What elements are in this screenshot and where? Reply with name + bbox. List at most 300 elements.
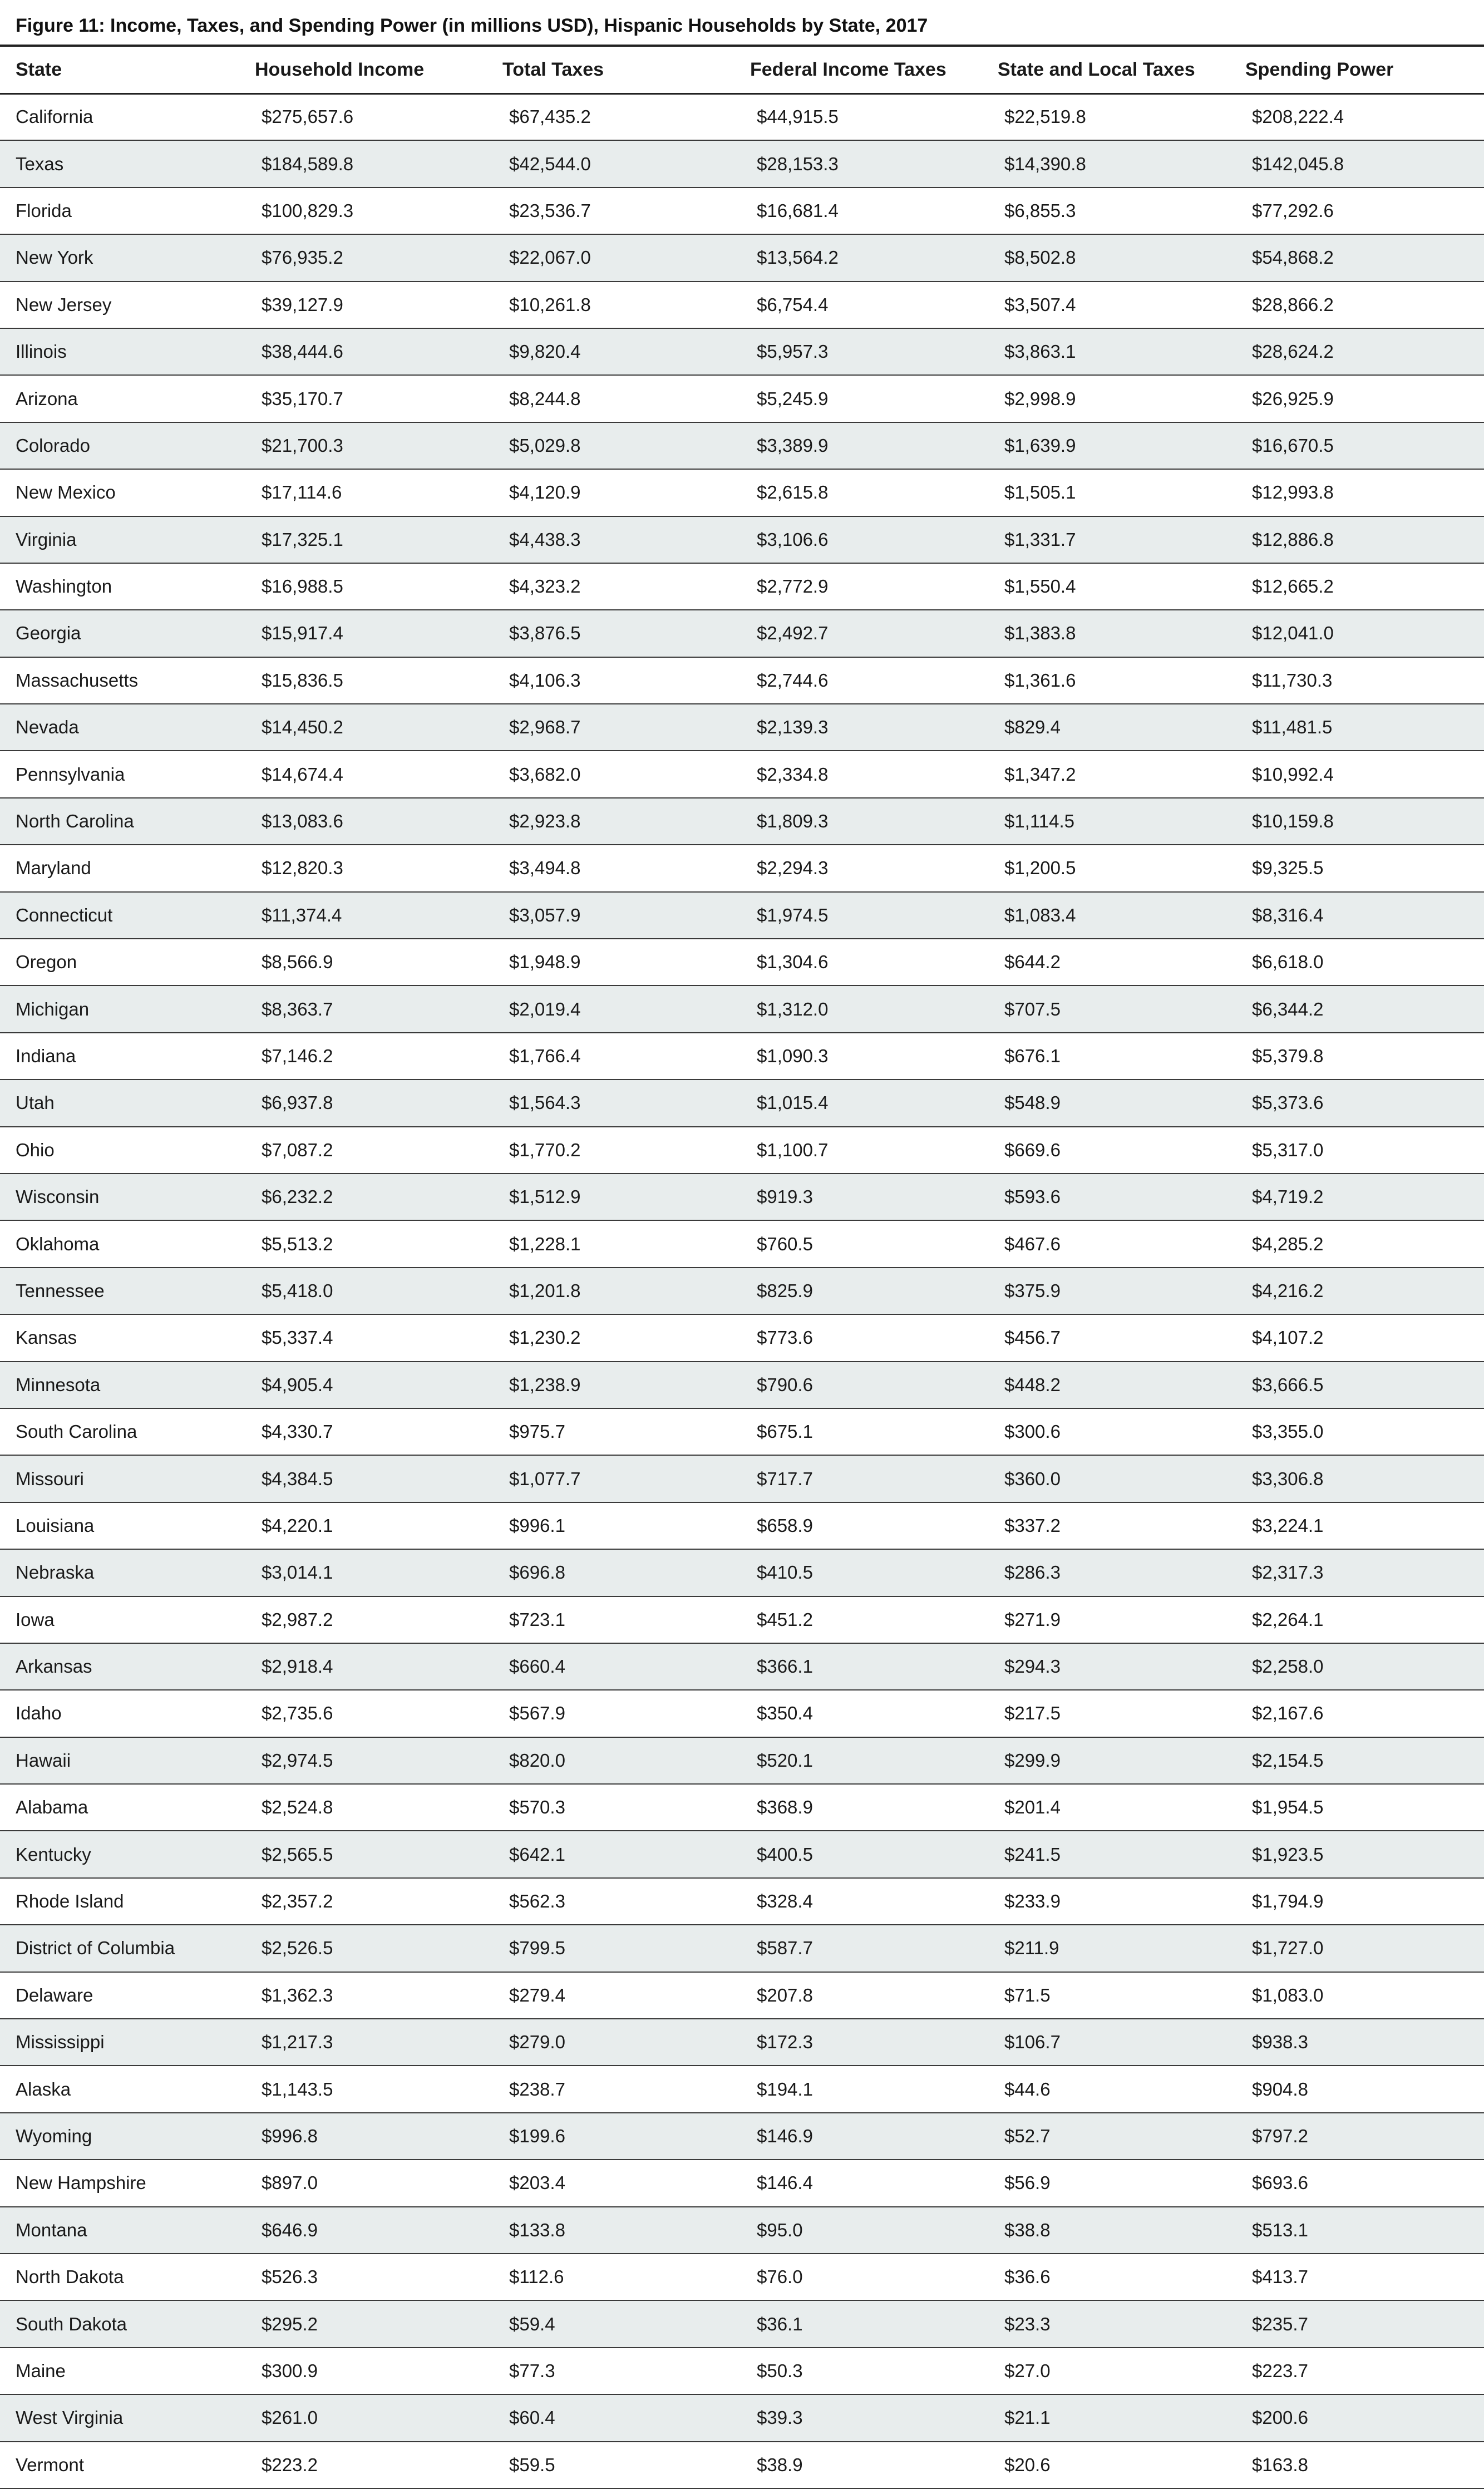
cell-state: Washington: [0, 563, 239, 610]
cell-state-local-taxes: $548.9: [982, 1080, 1230, 1126]
cell-total-taxes: $42,544.0: [487, 140, 734, 187]
table-row: [0, 1972, 1484, 2019]
cell-state-local-taxes: $241.5: [982, 1831, 1230, 1877]
cell-household-income: $4,330.7: [239, 1408, 487, 1455]
cell-spending-power: $2,167.6: [1230, 1690, 1484, 1737]
cell-household-income: $12,820.3: [239, 845, 487, 891]
cell-total-taxes: $10,261.8: [487, 282, 734, 328]
cell-total-taxes: $3,057.9: [487, 892, 734, 939]
cell-state: Indiana: [0, 1033, 239, 1080]
cell-total-taxes: $1,228.1: [487, 1220, 734, 1267]
cell-total-taxes: $2,923.8: [487, 798, 734, 845]
cell-spending-power: $513.1: [1230, 2207, 1484, 2254]
cell-household-income: $5,513.2: [239, 1220, 487, 1267]
cell-state-local-taxes: $286.3: [982, 1549, 1230, 1596]
table-row: [0, 1314, 1484, 1361]
cell-household-income: $15,917.4: [239, 610, 487, 657]
cell-household-income: $5,418.0: [239, 1268, 487, 1314]
cell-state: Texas: [0, 140, 239, 187]
cell-total-taxes: $67,435.2: [487, 93, 734, 140]
cell-state: Kentucky: [0, 1831, 239, 1877]
cell-federal-income-taxes: $146.9: [734, 2113, 982, 2160]
cell-household-income: $646.9: [239, 2207, 487, 2254]
cell-spending-power: $2,154.5: [1230, 1737, 1484, 1784]
cell-federal-income-taxes: $1,090.3: [734, 1033, 982, 1080]
cell-household-income: $2,526.5: [239, 1925, 487, 1972]
cell-household-income: $295.2: [239, 2300, 487, 2347]
table-row: [0, 234, 1484, 281]
cell-state-local-taxes: $21.1: [982, 2394, 1230, 2441]
cell-total-taxes: $4,323.2: [487, 563, 734, 610]
cell-household-income: $526.3: [239, 2254, 487, 2300]
cell-federal-income-taxes: $825.9: [734, 1268, 982, 1314]
cell-federal-income-taxes: $1,974.5: [734, 892, 982, 939]
cell-state-local-taxes: $56.9: [982, 2160, 1230, 2206]
cell-state-local-taxes: $456.7: [982, 1314, 1230, 1361]
table-row: [0, 1362, 1484, 1408]
cell-spending-power: $142,045.8: [1230, 140, 1484, 187]
cell-total-taxes: $799.5: [487, 1925, 734, 1972]
cell-state: Iowa: [0, 1596, 239, 1643]
table-row: [0, 516, 1484, 563]
cell-spending-power: $26,925.9: [1230, 375, 1484, 422]
cell-federal-income-taxes: $44,915.5: [734, 93, 982, 140]
cell-state-local-taxes: $3,507.4: [982, 282, 1230, 328]
table-row: [0, 93, 1484, 140]
cell-spending-power: $2,258.0: [1230, 1643, 1484, 1690]
cell-spending-power: $28,624.2: [1230, 328, 1484, 375]
cell-spending-power: $1,083.0: [1230, 1972, 1484, 2019]
cell-state-local-taxes: $1,083.4: [982, 892, 1230, 939]
table-row: [0, 751, 1484, 797]
cell-spending-power: $11,730.3: [1230, 657, 1484, 704]
cell-household-income: $2,974.5: [239, 1737, 487, 1784]
cell-federal-income-taxes: $773.6: [734, 1314, 982, 1361]
cell-state-local-taxes: $52.7: [982, 2113, 1230, 2160]
cell-state: Pennsylvania: [0, 751, 239, 797]
cell-spending-power: $3,224.1: [1230, 1502, 1484, 1549]
cell-state-local-taxes: $337.2: [982, 1502, 1230, 1549]
cell-federal-income-taxes: $172.3: [734, 2019, 982, 2066]
cell-state-local-taxes: $211.9: [982, 1925, 1230, 1972]
cell-state: Michigan: [0, 985, 239, 1032]
cell-household-income: $2,357.2: [239, 1878, 487, 1925]
table-row: [0, 2254, 1484, 2300]
cell-household-income: $15,836.5: [239, 657, 487, 704]
cell-spending-power: $904.8: [1230, 2066, 1484, 2112]
cell-spending-power: $235.7: [1230, 2300, 1484, 2347]
table-row: [0, 657, 1484, 704]
cell-spending-power: $12,665.2: [1230, 563, 1484, 610]
cell-federal-income-taxes: $520.1: [734, 1737, 982, 1784]
cell-state-local-taxes: $467.6: [982, 1220, 1230, 1267]
cell-state: New Mexico: [0, 469, 239, 516]
cell-total-taxes: $1,564.3: [487, 1080, 734, 1126]
cell-state-local-taxes: $1,331.7: [982, 516, 1230, 563]
cell-state: Oklahoma: [0, 1220, 239, 1267]
cell-state-local-taxes: $1,383.8: [982, 610, 1230, 657]
cell-federal-income-taxes: $451.2: [734, 1596, 982, 1643]
cell-spending-power: $1,794.9: [1230, 1878, 1484, 1925]
cell-spending-power: $693.6: [1230, 2160, 1484, 2206]
cell-state: New Hampshire: [0, 2160, 239, 2206]
cell-total-taxes: $567.9: [487, 1690, 734, 1737]
cell-spending-power: $4,107.2: [1230, 1314, 1484, 1361]
table-row: [0, 375, 1484, 422]
table-row: [0, 140, 1484, 187]
cell-federal-income-taxes: $50.3: [734, 2348, 982, 2394]
cell-state-local-taxes: $1,550.4: [982, 563, 1230, 610]
cell-spending-power: $9,325.5: [1230, 845, 1484, 891]
cell-state: Wisconsin: [0, 1174, 239, 1220]
cell-state: New York: [0, 234, 239, 281]
table-row: [0, 1127, 1484, 1174]
cell-state: Idaho: [0, 1690, 239, 1737]
cell-total-taxes: $60.4: [487, 2394, 734, 2441]
cell-total-taxes: $3,494.8: [487, 845, 734, 891]
column-header-spending-power: Spending Power: [1230, 46, 1484, 93]
cell-state-local-taxes: $36.6: [982, 2254, 1230, 2300]
cell-state-local-taxes: $217.5: [982, 1690, 1230, 1737]
cell-state-local-taxes: $644.2: [982, 939, 1230, 985]
cell-spending-power: $10,992.4: [1230, 751, 1484, 797]
cell-household-income: $35,170.7: [239, 375, 487, 422]
cell-state: Hawaii: [0, 1737, 239, 1784]
cell-state: Maryland: [0, 845, 239, 891]
cell-federal-income-taxes: $16,681.4: [734, 188, 982, 234]
cell-total-taxes: $1,238.9: [487, 1362, 734, 1408]
cell-spending-power: $4,719.2: [1230, 1174, 1484, 1220]
cell-household-income: $16,988.5: [239, 563, 487, 610]
table-header: [0, 46, 1484, 93]
cell-state-local-taxes: $448.2: [982, 1362, 1230, 1408]
cell-spending-power: $3,306.8: [1230, 1455, 1484, 1502]
cell-federal-income-taxes: $2,492.7: [734, 610, 982, 657]
table-row: [0, 1502, 1484, 1549]
table-row: [0, 1690, 1484, 1737]
cell-spending-power: $12,993.8: [1230, 469, 1484, 516]
column-header-household-income: Household Income: [239, 46, 487, 93]
cell-state-local-taxes: $71.5: [982, 1972, 1230, 2019]
table-row: [0, 704, 1484, 751]
cell-household-income: $2,524.8: [239, 1784, 487, 1831]
cell-household-income: $261.0: [239, 2394, 487, 2441]
table-row: [0, 1643, 1484, 1690]
cell-household-income: $39,127.9: [239, 282, 487, 328]
cell-household-income: $300.9: [239, 2348, 487, 2394]
cell-household-income: $6,937.8: [239, 1080, 487, 1126]
cell-total-taxes: $59.4: [487, 2300, 734, 2347]
cell-state: North Carolina: [0, 798, 239, 845]
cell-state: Florida: [0, 188, 239, 234]
table-row: [0, 2300, 1484, 2347]
cell-household-income: $2,918.4: [239, 1643, 487, 1690]
cell-state-local-taxes: $38.8: [982, 2207, 1230, 2254]
cell-federal-income-taxes: $2,772.9: [734, 563, 982, 610]
cell-federal-income-taxes: $658.9: [734, 1502, 982, 1549]
cell-state: Tennessee: [0, 1268, 239, 1314]
cell-state: Kansas: [0, 1314, 239, 1361]
cell-total-taxes: $5,029.8: [487, 422, 734, 469]
cell-federal-income-taxes: $328.4: [734, 1878, 982, 1925]
cell-state: Arkansas: [0, 1643, 239, 1690]
cell-state: West Virginia: [0, 2394, 239, 2441]
cell-federal-income-taxes: $2,334.8: [734, 751, 982, 797]
cell-state: Massachusetts: [0, 657, 239, 704]
cell-total-taxes: $696.8: [487, 1549, 734, 1596]
cell-state: Wyoming: [0, 2113, 239, 2160]
cell-spending-power: $10,159.8: [1230, 798, 1484, 845]
cell-federal-income-taxes: $587.7: [734, 1925, 982, 1972]
cell-total-taxes: $4,120.9: [487, 469, 734, 516]
cell-state-local-taxes: $360.0: [982, 1455, 1230, 1502]
cell-spending-power: $5,379.8: [1230, 1033, 1484, 1080]
cell-spending-power: $54,868.2: [1230, 234, 1484, 281]
cell-state: Maine: [0, 2348, 239, 2394]
cell-state-local-taxes: $23.3: [982, 2300, 1230, 2347]
cell-federal-income-taxes: $1,304.6: [734, 939, 982, 985]
cell-total-taxes: $820.0: [487, 1737, 734, 1784]
cell-spending-power: $1,923.5: [1230, 1831, 1484, 1877]
cell-household-income: $100,829.3: [239, 188, 487, 234]
cell-spending-power: $938.3: [1230, 2019, 1484, 2066]
cell-total-taxes: $203.4: [487, 2160, 734, 2206]
cell-federal-income-taxes: $1,015.4: [734, 1080, 982, 1126]
cell-federal-income-taxes: $760.5: [734, 1220, 982, 1267]
cell-state: Oregon: [0, 939, 239, 985]
cell-state-local-taxes: $375.9: [982, 1268, 1230, 1314]
cell-state: Arizona: [0, 375, 239, 422]
cell-state-local-taxes: $27.0: [982, 2348, 1230, 2394]
cell-total-taxes: $660.4: [487, 1643, 734, 1690]
cell-spending-power: $2,317.3: [1230, 1549, 1484, 1596]
cell-state-local-taxes: $669.6: [982, 1127, 1230, 1174]
cell-state: Missouri: [0, 1455, 239, 1502]
column-header-state-local-taxes: State and Local Taxes: [982, 46, 1230, 93]
cell-state-local-taxes: $1,200.5: [982, 845, 1230, 891]
table-row: [0, 2019, 1484, 2066]
cell-state-local-taxes: $300.6: [982, 1408, 1230, 1455]
cell-federal-income-taxes: $1,809.3: [734, 798, 982, 845]
cell-household-income: $76,935.2: [239, 234, 487, 281]
cell-spending-power: $77,292.6: [1230, 188, 1484, 234]
cell-state: California: [0, 93, 239, 140]
cell-spending-power: $16,670.5: [1230, 422, 1484, 469]
cell-total-taxes: $22,067.0: [487, 234, 734, 281]
table-row: [0, 1033, 1484, 1080]
table-row: [0, 1408, 1484, 1455]
cell-state-local-taxes: $8,502.8: [982, 234, 1230, 281]
cell-federal-income-taxes: $76.0: [734, 2254, 982, 2300]
cell-spending-power: $12,041.0: [1230, 610, 1484, 657]
header-row: [0, 46, 1484, 93]
cell-spending-power: $208,222.4: [1230, 93, 1484, 140]
cell-federal-income-taxes: $36.1: [734, 2300, 982, 2347]
cell-total-taxes: $279.4: [487, 1972, 734, 2019]
cell-state: Alaska: [0, 2066, 239, 2112]
table-row: [0, 610, 1484, 657]
cell-state-local-taxes: $201.4: [982, 1784, 1230, 1831]
table-row: [0, 985, 1484, 1032]
cell-household-income: $13,083.6: [239, 798, 487, 845]
cell-state: Virginia: [0, 516, 239, 563]
cell-federal-income-taxes: $2,615.8: [734, 469, 982, 516]
cell-state: Montana: [0, 2207, 239, 2254]
cell-total-taxes: $975.7: [487, 1408, 734, 1455]
table-row: [0, 328, 1484, 375]
cell-state: Vermont: [0, 2442, 239, 2488]
cell-state: Georgia: [0, 610, 239, 657]
cell-federal-income-taxes: $38.9: [734, 2442, 982, 2488]
cell-state: District of Columbia: [0, 1925, 239, 1972]
cell-state-local-taxes: $1,505.1: [982, 469, 1230, 516]
cell-federal-income-taxes: $368.9: [734, 1784, 982, 1831]
cell-household-income: $11,374.4: [239, 892, 487, 939]
cell-state-local-taxes: $707.5: [982, 985, 1230, 1032]
column-header-total-taxes: Total Taxes: [487, 46, 734, 93]
cell-household-income: $6,232.2: [239, 1174, 487, 1220]
cell-federal-income-taxes: $5,957.3: [734, 328, 982, 375]
cell-total-taxes: $2,968.7: [487, 704, 734, 751]
table-row: [0, 1174, 1484, 1220]
table-row: [0, 1455, 1484, 1502]
cell-total-taxes: $3,876.5: [487, 610, 734, 657]
cell-household-income: $2,735.6: [239, 1690, 487, 1737]
cell-federal-income-taxes: $5,245.9: [734, 375, 982, 422]
cell-spending-power: $200.6: [1230, 2394, 1484, 2441]
cell-state-local-taxes: $44.6: [982, 2066, 1230, 2112]
cell-federal-income-taxes: $3,106.6: [734, 516, 982, 563]
cell-federal-income-taxes: $28,153.3: [734, 140, 982, 187]
cell-household-income: $4,384.5: [239, 1455, 487, 1502]
cell-total-taxes: $1,201.8: [487, 1268, 734, 1314]
table-row: [0, 1220, 1484, 1267]
cell-household-income: $1,143.5: [239, 2066, 487, 2112]
cell-spending-power: $1,727.0: [1230, 1925, 1484, 1972]
cell-spending-power: $5,317.0: [1230, 1127, 1484, 1174]
table-body: [0, 93, 1484, 2488]
table-row: [0, 2160, 1484, 2206]
cell-household-income: $1,362.3: [239, 1972, 487, 2019]
cell-state-local-taxes: $1,361.6: [982, 657, 1230, 704]
table-row: [0, 2442, 1484, 2488]
cell-state-local-taxes: $593.6: [982, 1174, 1230, 1220]
cell-total-taxes: $2,019.4: [487, 985, 734, 1032]
cell-federal-income-taxes: $2,139.3: [734, 704, 982, 751]
cell-total-taxes: $133.8: [487, 2207, 734, 2254]
cell-state: Illinois: [0, 328, 239, 375]
cell-spending-power: $11,481.5: [1230, 704, 1484, 751]
cell-state: Delaware: [0, 1972, 239, 2019]
cell-household-income: $4,220.1: [239, 1502, 487, 1549]
table-row: [0, 469, 1484, 516]
cell-total-taxes: $1,230.2: [487, 1314, 734, 1361]
cell-household-income: $2,565.5: [239, 1831, 487, 1877]
cell-total-taxes: $996.1: [487, 1502, 734, 1549]
table-row: [0, 1549, 1484, 1596]
column-header-federal-income-taxes: Federal Income Taxes: [734, 46, 982, 93]
cell-spending-power: $28,866.2: [1230, 282, 1484, 328]
cell-spending-power: $797.2: [1230, 2113, 1484, 2160]
cell-household-income: $14,674.4: [239, 751, 487, 797]
column-header-state: State: [0, 46, 239, 93]
cell-total-taxes: $1,766.4: [487, 1033, 734, 1080]
cell-household-income: $184,589.8: [239, 140, 487, 187]
cell-spending-power: $3,355.0: [1230, 1408, 1484, 1455]
cell-total-taxes: $112.6: [487, 2254, 734, 2300]
cell-federal-income-taxes: $2,744.6: [734, 657, 982, 704]
cell-state: Colorado: [0, 422, 239, 469]
cell-total-taxes: $9,820.4: [487, 328, 734, 375]
table-row: [0, 2348, 1484, 2394]
cell-spending-power: $4,285.2: [1230, 1220, 1484, 1267]
cell-state-local-taxes: $6,855.3: [982, 188, 1230, 234]
cell-spending-power: $12,886.8: [1230, 516, 1484, 563]
figure-title: Figure 11: Income, Taxes, and Spending Power (in millions USD), Hispanic Households by State, 2017: [16, 15, 928, 36]
cell-state-local-taxes: $1,347.2: [982, 751, 1230, 797]
cell-state: Ohio: [0, 1127, 239, 1174]
cell-state: South Carolina: [0, 1408, 239, 1455]
table-row: [0, 2207, 1484, 2254]
cell-household-income: $275,657.6: [239, 93, 487, 140]
cell-state: Louisiana: [0, 1502, 239, 1549]
table-row: [0, 2066, 1484, 2112]
cell-total-taxes: $1,770.2: [487, 1127, 734, 1174]
cell-federal-income-taxes: $1,312.0: [734, 985, 982, 1032]
cell-state-local-taxes: $676.1: [982, 1033, 1230, 1080]
cell-state-local-taxes: $3,863.1: [982, 328, 1230, 375]
cell-state-local-taxes: $829.4: [982, 704, 1230, 751]
cell-household-income: $17,114.6: [239, 469, 487, 516]
cell-total-taxes: $4,438.3: [487, 516, 734, 563]
table-row: [0, 422, 1484, 469]
cell-total-taxes: $570.3: [487, 1784, 734, 1831]
data-table: [0, 45, 1484, 2489]
table-row: [0, 563, 1484, 610]
cell-state-local-taxes: $106.7: [982, 2019, 1230, 2066]
cell-state-local-taxes: $1,639.9: [982, 422, 1230, 469]
table-row: [0, 1080, 1484, 1126]
cell-household-income: $5,337.4: [239, 1314, 487, 1361]
cell-federal-income-taxes: $6,754.4: [734, 282, 982, 328]
cell-state: Minnesota: [0, 1362, 239, 1408]
cell-state: North Dakota: [0, 2254, 239, 2300]
cell-household-income: $4,905.4: [239, 1362, 487, 1408]
cell-total-taxes: $1,512.9: [487, 1174, 734, 1220]
cell-federal-income-taxes: $410.5: [734, 1549, 982, 1596]
cell-total-taxes: $8,244.8: [487, 375, 734, 422]
cell-state-local-taxes: $14,390.8: [982, 140, 1230, 187]
cell-state: South Dakota: [0, 2300, 239, 2347]
cell-spending-power: $3,666.5: [1230, 1362, 1484, 1408]
table-row: [0, 1737, 1484, 1784]
cell-state-local-taxes: $20.6: [982, 2442, 1230, 2488]
cell-federal-income-taxes: $13,564.2: [734, 234, 982, 281]
table-row: [0, 188, 1484, 234]
cell-spending-power: $1,954.5: [1230, 1784, 1484, 1831]
cell-federal-income-taxes: $790.6: [734, 1362, 982, 1408]
cell-total-taxes: $723.1: [487, 1596, 734, 1643]
cell-total-taxes: $199.6: [487, 2113, 734, 2160]
cell-state-local-taxes: $271.9: [982, 1596, 1230, 1643]
table-row: [0, 1596, 1484, 1643]
cell-total-taxes: $1,077.7: [487, 1455, 734, 1502]
cell-state: Nebraska: [0, 1549, 239, 1596]
cell-household-income: $14,450.2: [239, 704, 487, 751]
table-row: [0, 1878, 1484, 1925]
cell-state-local-taxes: $233.9: [982, 1878, 1230, 1925]
cell-spending-power: $8,316.4: [1230, 892, 1484, 939]
